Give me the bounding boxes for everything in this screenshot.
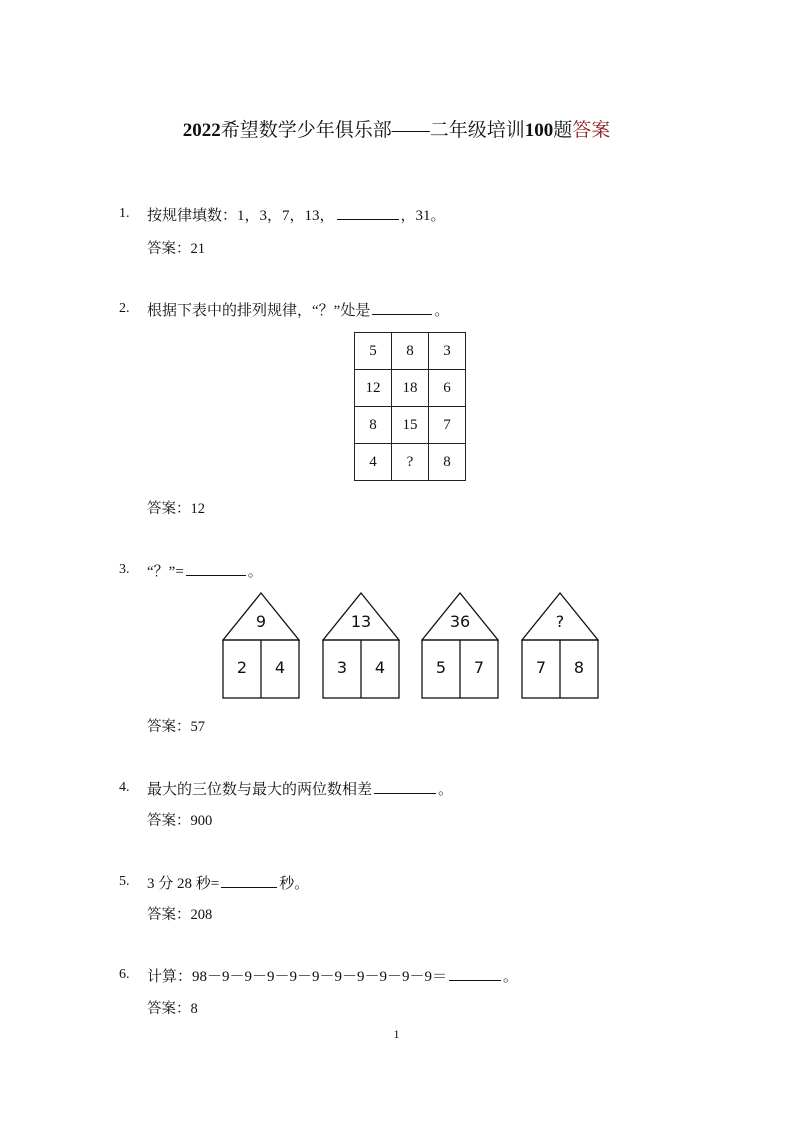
house-right-number: 7 bbox=[473, 658, 485, 677]
answer-text: 答案：21 bbox=[147, 241, 205, 257]
question-text bbox=[147, 560, 263, 581]
table-cell: 4 bbox=[355, 444, 392, 481]
table-cell: 12 bbox=[355, 370, 392, 407]
title-year: 2022 bbox=[182, 120, 221, 141]
table-row bbox=[355, 333, 466, 370]
house-roof-number: ? bbox=[555, 612, 565, 631]
table-cell: 5 bbox=[355, 333, 392, 370]
house-right-number: 4 bbox=[374, 658, 386, 677]
house-right-number: 8 bbox=[573, 658, 585, 677]
question-stem: “？”= bbox=[147, 564, 184, 580]
table-cell: 3 bbox=[429, 333, 466, 370]
house-left-number: 5 bbox=[435, 658, 447, 677]
question-stem: 计算：98－9－9－9－9－9－9－9－9－9－9＝ bbox=[147, 969, 448, 985]
answer-text: 答案：900 bbox=[147, 813, 213, 829]
question-tail: 秒。 bbox=[279, 876, 310, 892]
answer-blank bbox=[337, 218, 399, 220]
table-cell: 15 bbox=[392, 407, 429, 444]
title-answer-word: 答案 bbox=[572, 120, 611, 141]
house-outline bbox=[222, 592, 300, 700]
house-roof-number: 13 bbox=[350, 612, 372, 631]
question-stem: 3 分 28 秒= bbox=[147, 876, 220, 892]
house-figure bbox=[421, 592, 499, 700]
table-cell: 6 bbox=[429, 370, 466, 407]
house-left-number: 2 bbox=[236, 658, 248, 677]
house-right-number: 4 bbox=[274, 658, 286, 677]
table-cell: 8 bbox=[355, 407, 392, 444]
answer-blank bbox=[374, 792, 436, 794]
question-tail: 。 bbox=[247, 564, 263, 580]
table-cell: 7 bbox=[429, 407, 466, 444]
page-title bbox=[0, 115, 793, 142]
title-main: 希望数学少年俱乐部——二年级培训 bbox=[220, 120, 525, 141]
house-outline bbox=[322, 592, 400, 700]
question-number: 6. bbox=[119, 967, 130, 982]
answer-blank bbox=[221, 886, 277, 888]
house-left-number: 3 bbox=[336, 658, 348, 677]
house-roof-number: 36 bbox=[449, 612, 471, 631]
house-outline bbox=[421, 592, 499, 700]
title-count: 100 bbox=[524, 120, 554, 141]
question-text bbox=[147, 965, 518, 986]
house-figure bbox=[521, 592, 599, 700]
question-stem: 按规律填数：1，3，7，13， bbox=[147, 208, 335, 224]
question-tail: 。 bbox=[434, 303, 450, 319]
question-stem: 最大的三位数与最大的两位数相差 bbox=[147, 782, 373, 798]
house-outline bbox=[521, 592, 599, 700]
question-stem: 根据下表中的排列规律，“？”处是 bbox=[147, 303, 371, 319]
table-cell: 8 bbox=[392, 333, 429, 370]
question-number: 5. bbox=[119, 874, 130, 889]
house-figure bbox=[222, 592, 300, 700]
table-row bbox=[355, 407, 466, 444]
question-tail: 。 bbox=[503, 969, 519, 985]
table-row bbox=[355, 370, 466, 407]
answer-text: 答案：8 bbox=[147, 1001, 198, 1017]
house-roof-number: 9 bbox=[255, 612, 267, 631]
answer-text: 答案：57 bbox=[147, 719, 205, 735]
table-cell: 18 bbox=[392, 370, 429, 407]
question-number: 4. bbox=[119, 780, 130, 795]
number-table bbox=[354, 332, 466, 481]
table-cell: 8 bbox=[429, 444, 466, 481]
question-tail: ，31。 bbox=[400, 208, 446, 224]
question-text bbox=[147, 778, 453, 799]
table-cell: ? bbox=[392, 444, 429, 481]
answer-blank bbox=[372, 313, 432, 315]
answer-text: 答案：208 bbox=[147, 907, 213, 923]
page-number: 1 bbox=[393, 1027, 400, 1041]
question-text bbox=[147, 299, 449, 320]
table-row bbox=[355, 444, 466, 481]
house-figure bbox=[322, 592, 400, 700]
question-text bbox=[147, 872, 309, 893]
answer-blank bbox=[449, 979, 501, 981]
title-suffix: 题 bbox=[553, 120, 573, 141]
question-tail: 。 bbox=[438, 782, 454, 798]
question-number: 1. bbox=[119, 206, 130, 221]
answer-blank bbox=[186, 574, 246, 576]
question-number: 3. bbox=[119, 562, 130, 577]
question-number: 2. bbox=[119, 301, 130, 316]
answer-text: 答案：12 bbox=[147, 501, 205, 517]
house-left-number: 7 bbox=[535, 658, 547, 677]
question-text bbox=[147, 204, 446, 225]
